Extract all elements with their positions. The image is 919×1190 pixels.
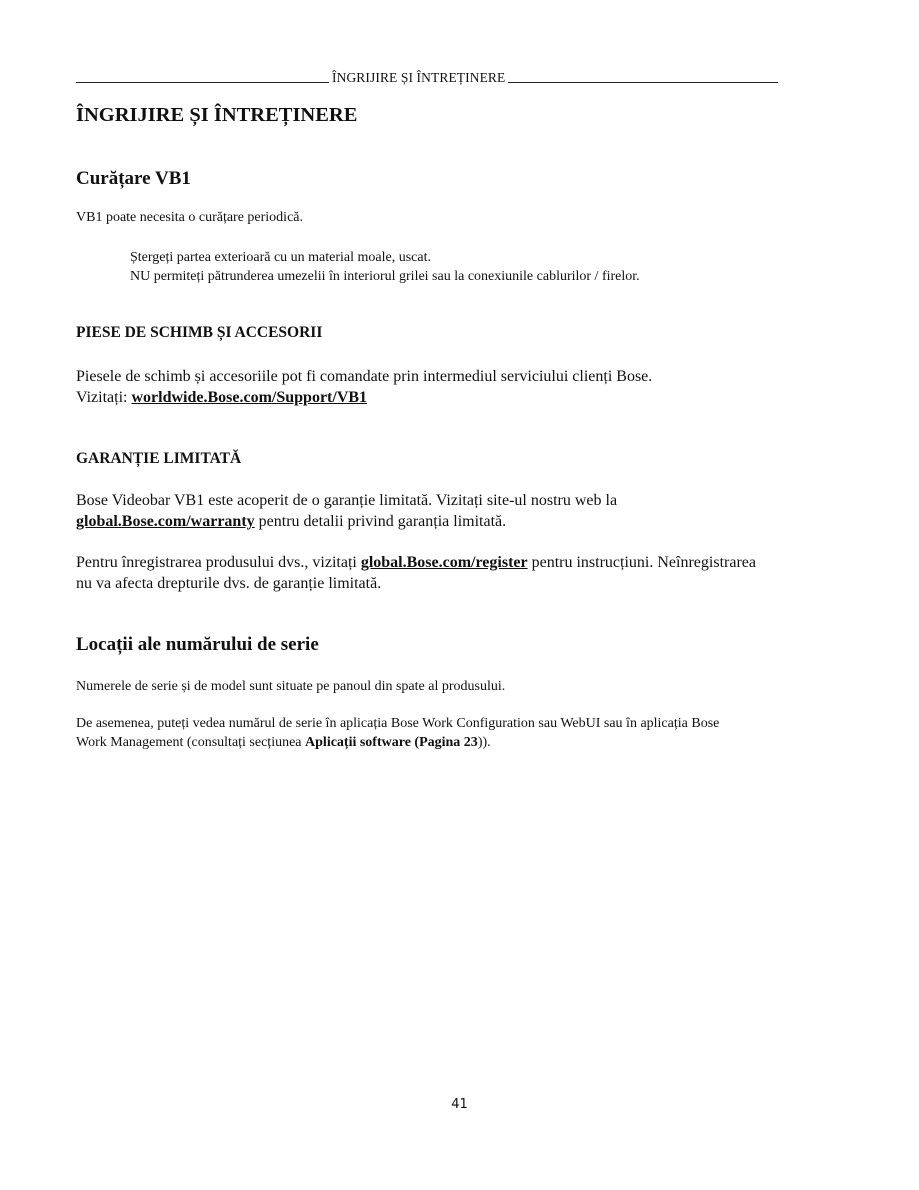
parts-support-link[interactable]: worldwide.Bose.com/Support/VB1 [131, 389, 368, 406]
running-header-text: ÎNGRIJIRE ȘI ÎNTREȚINERE [332, 70, 506, 85]
serial-text-line1: De asemenea, puteți vedea numărul de serie în aplicația Bose Work Configuration sau WebUI sau în aplicația Bose [76, 716, 720, 731]
cleaning-intro: VB1 poate necesita o curățare periodică. [76, 210, 304, 225]
warranty-text-line1: Bose Videobar VB1 este acoperit de o garanție limitată. Vizitați site-ul nostru web la [76, 492, 618, 509]
running-header [76, 66, 778, 86]
serial-text-line2 [76, 733, 491, 752]
software-apps-reference[interactable]: Aplicații software (Pagina 23 [305, 735, 478, 750]
parts-text: Piesele de schimb și accesoriile pot fi comandate prin intermediul serviciului clienți Bose. [76, 368, 653, 385]
register-text-line2: nu va afecta drepturile dvs. de garanție limitată. [76, 575, 382, 592]
warranty-link-after: pentru detalii privind garanția limitată. [254, 513, 507, 530]
register-after: pentru instrucțiuni. Neînregistrarea [527, 554, 756, 571]
cleaning-heading: Curățare VB1 [76, 168, 191, 189]
page-title: ÎNGRIJIRE ȘI ÎNTREȚINERE [76, 104, 358, 126]
parts-visit [76, 387, 367, 408]
cleaning-step: NU permiteți pătrunderea umezelii în interiorul grilei sau la conexiunile cablurilor / firelor. [130, 269, 640, 284]
cleaning-step: Ștergeți partea exterioară cu un material moale, uscat. [130, 250, 431, 265]
register-before: Pentru înregistrarea produsului dvs., vizitați [76, 554, 361, 571]
parts-heading: PIESE DE SCHIMB ȘI ACCESORII [76, 324, 323, 341]
serial-text-after: )). [477, 735, 491, 750]
header-rule-left [76, 82, 329, 83]
serial-text-before: Work Management (consultați secțiunea [76, 735, 306, 750]
serial-text: Numerele de serie și de model sunt situate pe panoul din spate al produsului. [76, 679, 506, 694]
register-link[interactable]: global.Bose.com/register [360, 554, 528, 571]
parts-visit-label: Vizitați: [76, 389, 132, 406]
warranty-text-line2 [76, 511, 506, 532]
page-number: 41 [451, 1097, 468, 1112]
warranty-link[interactable]: global.Bose.com/warranty [76, 513, 255, 530]
register-text-line1 [76, 552, 756, 573]
serial-heading: Locații ale numărului de serie [76, 634, 319, 655]
header-rule-right [508, 82, 778, 83]
warranty-heading: GARANȚIE LIMITATĂ [76, 450, 242, 467]
